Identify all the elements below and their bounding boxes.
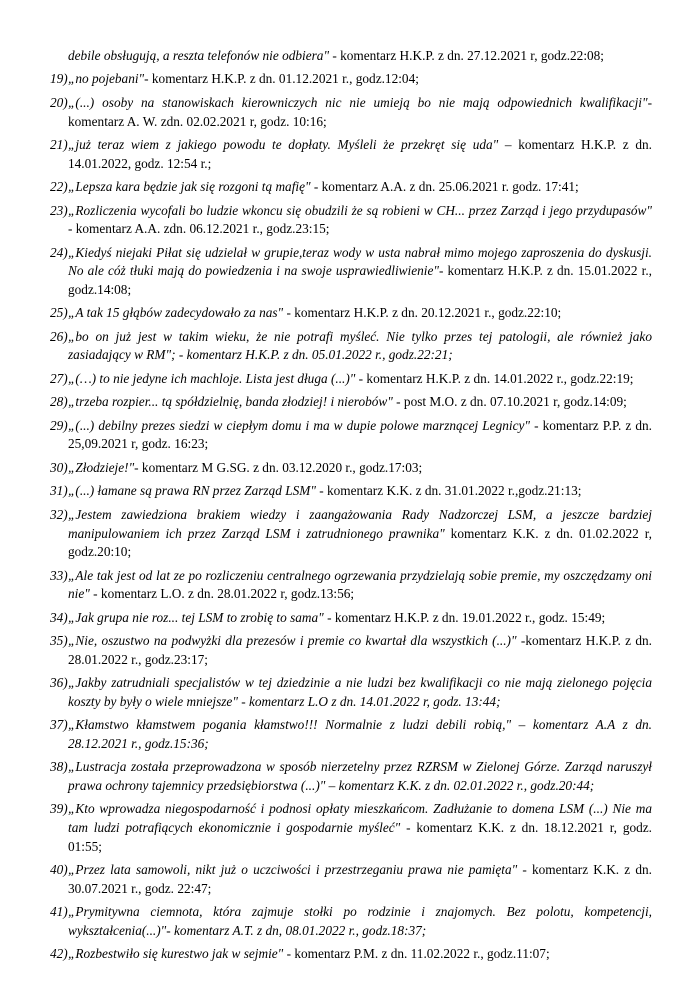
quoted-comment: „Jak grupa nie roz... tej LSM to zrobię to sama" [68,609,324,625]
item-number: 29) [50,417,68,433]
comment-attribution: - komentarz K.K. z dn. 31.01.2022 r.,godz.21:13; [315,483,582,499]
quoted-comment: „Prymitywna ciemnota, która zajmuje stołki po rodzinie i znajomych. Bez polotu, kompetencji, wykształcenia(...)"- komentarz A.T. z dn, 08.01.2022 r., godz.18:37; [68,904,652,938]
list-item [50,459,652,478]
comment-attribution: - komentarz A.A. zdn. 06.12.2021 r., godz.23:15; [68,221,330,237]
item-text [68,903,652,940]
comment-attribution: – komentarz H.K.P. z dn. 14.01.2022, godz. 12:54 r.; [68,137,653,171]
list-item [50,903,652,940]
item-number: 25) [50,305,68,321]
list-item [50,202,652,239]
comment-attribution: - komentarz H.K.P. z dn. 01.12.2021 r., godz.12:04; [144,71,419,87]
item-number: 20) [50,94,68,110]
item-text [68,861,652,898]
comment-attribution: - komentarz L.O. z dn. 28.01.2022 r, godz.13:56; [89,586,355,602]
list-item [50,304,652,323]
quoted-comment: „Nie, oszustwo na podwyżki dla prezesów i premie co kwartał dla wszystkich (...)" [68,633,517,649]
item-text [68,459,652,478]
list-item [50,506,652,562]
item-number: 19) [50,71,68,87]
comment-attribution: -komentarz H.K.P. z dn. 28.01.2022 r., godz.23:17; [68,633,652,667]
quoted-comment: „Przez lata samowoli, nikt już o uczciwości i przestrzeganiu prawa nie pamięta" [68,862,518,878]
item-number: 33) [50,567,68,583]
quoted-comment: „Lustracja została przeprowadzona w sposób nierzetelny przez RZRSM w Zielonej Górze. Zarząd naruszył prawa ochrony tajemnicy przedsiębiorstwa (...)" – komentarz K.K. z dn. 02.01.2022 r., godz.20:44; [68,759,652,793]
list-item [50,716,652,753]
quoted-comment: „Kiedyś niejaki Piłat się udzielał w grupie,teraz wody w usta nabrał mimo mojego zaproszenia do dyskusji. No ale cóż tłuki mają do powiedzenia i na swoje usprawiedliwienie" [68,244,652,279]
quoted-comment: „(...) osoby na stanowiskach kierowniczych nic nie umieją bo nie mają odpowiednich kwalifikacji" [68,94,648,110]
item-number: 37) [50,717,68,733]
list-item [50,70,652,89]
item-text [68,632,652,669]
list-item [50,861,652,898]
quoted-comment: „Lepsza kara będzie jak się rozgoni tą mafię" [68,179,311,195]
item-text [68,674,652,711]
list-item [50,47,652,66]
item-number: 30) [50,459,68,475]
list-item [50,945,652,964]
item-number: 36) [50,675,68,691]
item-text [68,244,652,300]
comment-attribution: - komentarz H.K.P. z dn. 19.01.2022 r., godz. 15:49; [323,609,606,625]
quoted-comment: „Złodzieje!" [68,459,135,475]
item-text [68,202,652,239]
item-text [68,304,652,323]
comment-attribution: - post M.O. z dn. 07.10.2021 r, godz.14:09; [392,394,627,410]
item-number: 35) [50,633,68,649]
quoted-comment: „Jakby zatrudniali specjalistów w tej dziedzinie a nie ludzi bez kwalifikacji co nie mają zielonego pojęcia koszty by były o wiele mniejsze" - komentarz L.O z dn. 14.01.2022 r, godz. 13:44; [68,675,652,709]
comment-attribution: - komentarz K.K. z dn. 18.12.2021 r, godz. 01:55; [68,820,652,854]
list-item [50,328,652,365]
quoted-comment: „Kto wprowadza niegospodarność i podnosi opłaty mieszkańcom. Zadłużanie to domena LSM (...) Nie ma tam ludzi potrafiących ekonomicznie i gospodarnie myśleć" [68,801,652,836]
quoted-comment: debile obsługują, a reszta telefonów nie odbiera" [68,48,330,63]
item-number: 34) [50,609,68,625]
list-item [50,632,652,669]
item-number: 26) [50,328,68,344]
item-text [68,136,652,173]
list-item [50,244,652,300]
list-item [50,800,652,856]
quoted-comment: „bo on już jest w takim wieku, że nie potrafi myśleć. Nie tylko przes tej patologii, ale również jako zasiadający w RM"; - komentarz H.K.P. z dn. 05.01.2022 r., godz.22:21; [68,328,652,363]
item-text [68,758,652,795]
list-item [50,609,652,628]
quoted-comment: „A tak 15 głąbów zadecydowało za nas" [68,305,284,321]
item-number: 40) [50,862,68,878]
quoted-comment: „(…) to nie jedyne ich machloje. Lista jest długa (...)" [68,370,356,386]
quoted-comment: „Kłamstwo kłamstwem pogania kłamstwo!!! Normalnie z ludzi debili robią," – komentarz A.A z dn. 28.12.2021 r., godz.15:36; [68,717,652,751]
comment-attribution: - komentarz H.K.P. z dn. 15.01.2022 r., godz.14:08; [68,263,652,297]
item-text [68,800,652,856]
quoted-comment: „(...) łamane są prawa RN przez Zarząd LSM" [68,483,316,499]
item-number: 39) [50,801,68,817]
quoted-comment: „Ale tak jest od lat ze po rozliczeniu centralnego ogrzewania przydzielają sobie premie, my oszczędzamy oni nie" [68,567,652,602]
list-item [50,178,652,197]
comment-attribution: - komentarz M G.SG. z dn. 03.12.2020 r., godz.17:03; [134,459,423,475]
item-number: 28) [50,394,68,410]
list-item [50,393,652,412]
comment-attribution: - komentarz A.A. z dn. 25.06.2021 r. godz. 17:41; [310,179,579,195]
quoted-comment: „Rozliczenia wycofali bo ludzie wkoncu się obudzili że są robieni w CH... przez Zarząd i jego przydupasów" [68,202,652,218]
item-text [68,370,652,389]
comment-attribution: - komentarz P.M. z dn. 11.02.2022 r., godz.11:07; [283,946,550,962]
item-number: 38) [50,759,68,775]
item-number: 22) [50,179,68,195]
item-number: 41) [50,904,68,920]
list-item [50,136,652,173]
comment-attribution: - komentarz H.K.P. z dn. 14.01.2022 r., godz.22:19; [355,370,634,386]
item-text [68,70,652,89]
comment-attribution: - komentarz H.K.P. z dn. 20.12.2021 r., godz.22:10; [283,305,562,321]
item-text [68,328,652,365]
comment-attribution: komentarz K.K. z dn. 01.02.2022 r, godz.20:10; [68,525,652,560]
quoted-comment: „(...) debilny prezes siedzi w ciepłym domu i ma w dupie polowe marznącej Legnicy" [68,417,530,433]
item-number: 42) [50,946,68,962]
list-item [50,417,652,454]
comment-attribution: - komentarz K.K. z dn. 30.07.2021 r., godz. 22:47; [68,862,653,896]
item-number: 31) [50,483,68,499]
item-text [68,945,652,964]
quoted-comment: „no pojebani" [68,71,145,87]
quoted-comment: „trzeba rozpier... tą spółdzielnię, banda złodziej! i nierobów" [68,394,393,410]
list-item [50,758,652,795]
item-text [68,716,652,753]
comment-attribution: - komentarz A. W. zdn. 02.02.2021 r, godz. 10:16; [68,94,652,129]
item-text [68,609,652,628]
list-item [50,370,652,389]
item-number: 24) [50,244,68,260]
item-text [68,393,652,412]
item-text [68,47,652,66]
item-number: 23) [50,202,68,218]
item-text [68,482,652,501]
item-text [68,417,652,454]
quoted-comment: „już teraz wiem z jakiego powodu te dopłaty. Myśleli że przekręt się uda" [68,137,499,153]
quoted-comment: „Jestem zawiedziona brakiem wiedzy i zaangażowania Rady Nadzorczej LSM, a jeszcze bardziej manipulowaniem ich przez Zarząd LSM i zatrudnionego prawnika" [68,506,652,541]
list-item [50,482,652,501]
item-text [68,567,652,604]
item-text [68,506,652,562]
quoted-comment: „Rozbestwiło się kurestwo jak w sejmie" [68,946,284,962]
item-number [50,47,68,66]
list-item [50,674,652,711]
list-item [50,94,652,131]
comment-attribution: - komentarz H.K.P. z dn. 27.12.2021 r, godz.22:08; [329,48,604,63]
item-text [68,178,652,197]
item-number: 27) [50,370,68,386]
item-number: 21) [50,137,68,153]
comment-attribution: - komentarz P.P. z dn. 25,09.2021 r, godz. 16:23; [68,417,652,452]
list-item [50,567,652,604]
item-number: 32) [50,506,68,522]
item-text [68,94,652,131]
